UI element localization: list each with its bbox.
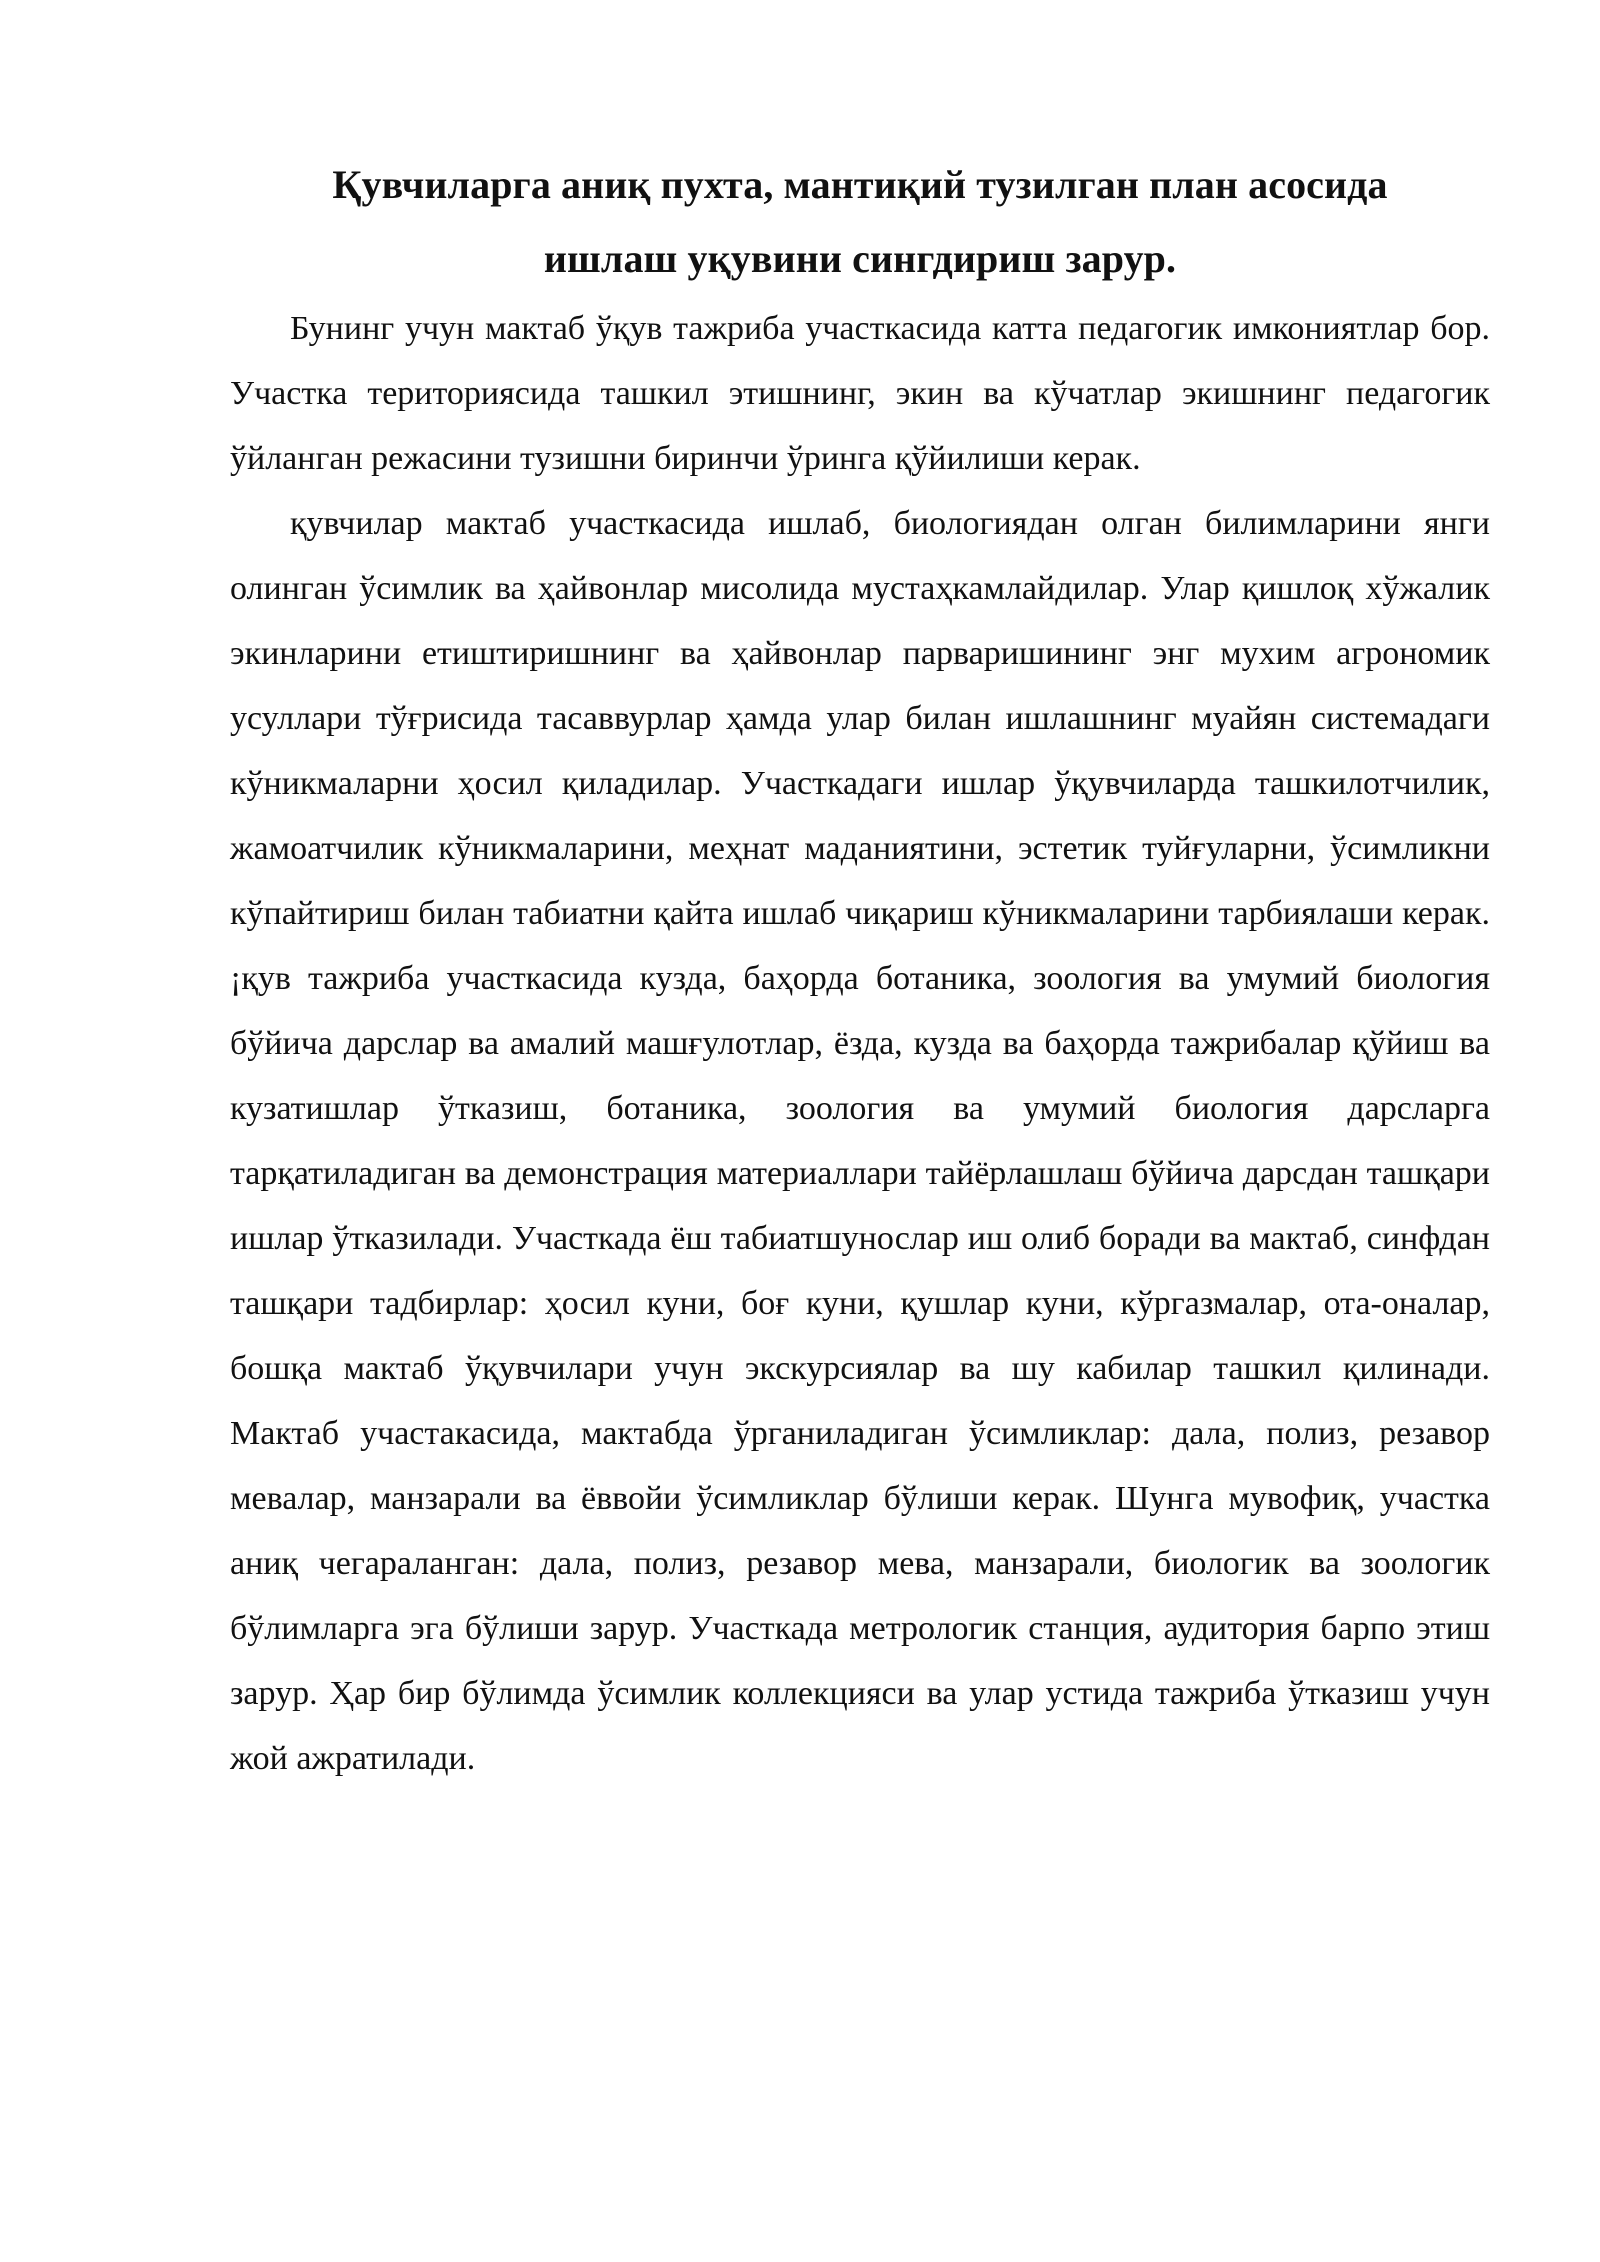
- document-title: [230, 148, 1490, 296]
- title-line-2: ишлаш уқувини сингдириш зарур.: [543, 236, 1177, 281]
- document-body: [230, 148, 1490, 1791]
- title-line-1: Қувчиларга аниқ пухта, мантиқий тузилган план асосида: [332, 162, 1388, 207]
- paragraph-2: қувчилар мактаб участкасида ишлаб, биологиядан олган билимларини янги олинган ўсимлик ва ҳайвонлар мисолида мустаҳкамлайдилар. Улар қишлоқ хўжалик экинларини етиштиришнинг ва ҳайвонлар парваришининг энг мухим агрономик усуллари тўғрисида тасаввурлар ҳамда улар билан ишлашнинг муайян системадаги кўникмаларни ҳосил қиладилар. Участкадаги ишлар ўқувчиларда ташкилотчилик, жамоатчилик кўникмаларини, меҳнат маданиятини, эстетик туйғуларни, ўсимликни кўпайтириш билан табиатни қайта ишлаб чиқариш кўникмаларини тарбиялаши керак. ¡қув тажриба участкасида кузда, баҳорда ботаника, зоология ва умумий биология бўйича дарслар ва амалий машғулотлар, ёзда, кузда ва баҳорда тажрибалар қўйиш ва кузатишлар ўтказиш, ботаника, зоология ва умумий биология дарсларга тарқатиладиган ва демонстрация материаллари тайёрлашлаш бўйича дарсдан ташқари ишлар ўтказилади. Участкада ёш табиатшунослар иш олиб боради ва мактаб, синфдан ташқари тадбирлар: ҳосил куни, боғ куни, қушлар куни, кўргазмалар, ота-оналар, бошқа мактаб ўқувчилари учун экскурсиялар ва шу кабилар ташкил қилинади. Мактаб участакасида, мактабда ўрганиладиган ўсимликлар: дала, полиз, резавор мевалар, манзарали ва ёввойи ўсимликлар бўлиши керак. Шунга мувофиқ, участка аниқ чегараланган: дала, полиз, резавор мева, манзарали, биологик ва зоологик бўлимларга эга бўлиши зарур. Участкада метрологик станция, аудитория барпо этиш зарур. Ҳар бир бўлимда ўсимлик коллекцияси ва улар устида тажриба ўтказиш учун жой ажратилади.: [230, 505, 1490, 1777]
- paragraph-1: Бунинг учун мактаб ўқув тажриба участкасида катта педагогик имкониятлар бор. Участка териториясида ташкил этишнинг, экин ва кўчатлар экишнинг педагогик ўйланган режасини тузишни биринчи ўринга қўйилиши керак.: [230, 310, 1490, 477]
